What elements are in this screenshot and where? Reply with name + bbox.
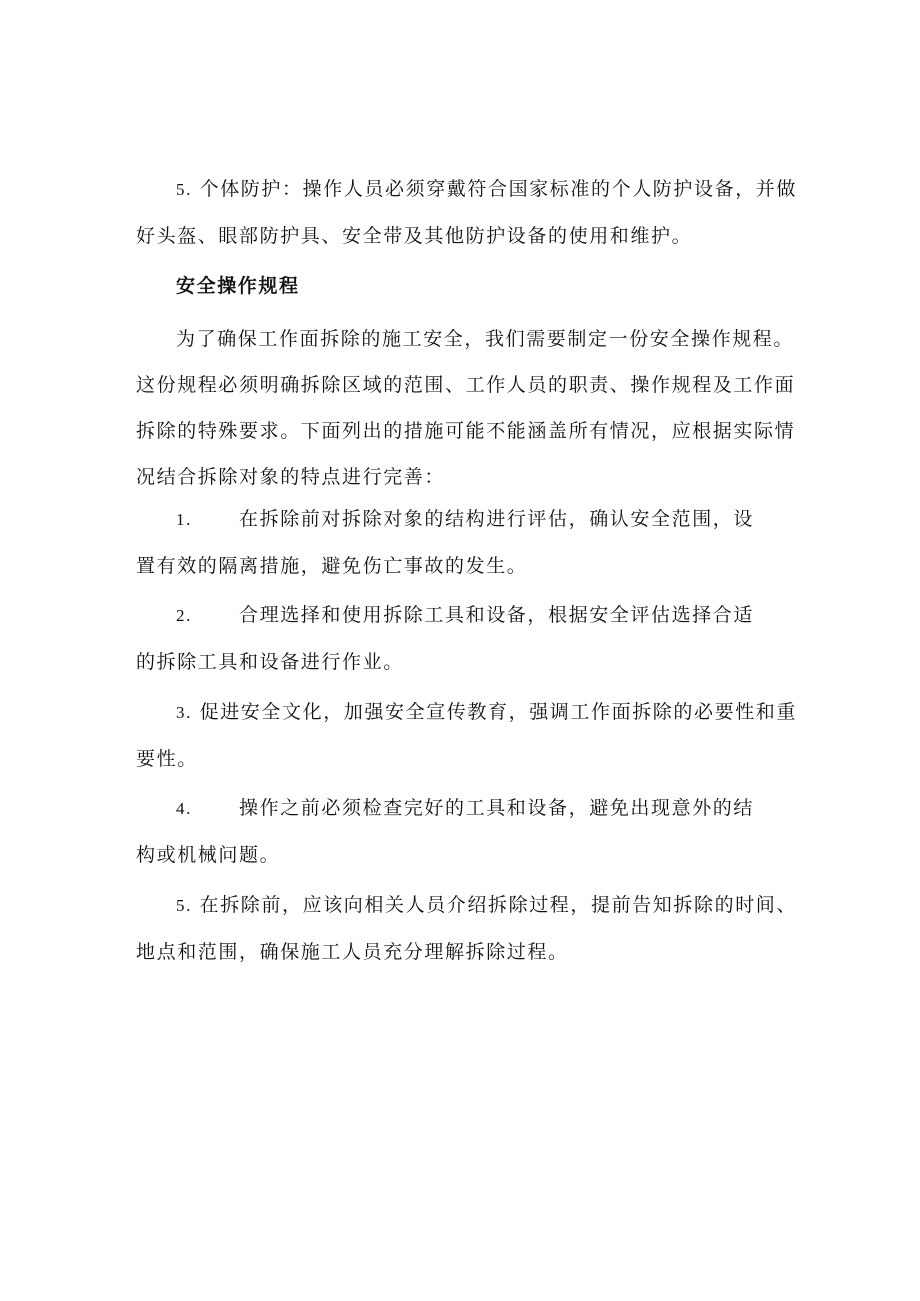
- list-item-4: [136, 785, 788, 878]
- intro-paragraph: [136, 316, 796, 500]
- item-4-line-2: 构或机械问题。: [136, 844, 281, 866]
- item-2-text-1: 合理选择和使用拆除工具和设备，根据安全评估选择合适: [239, 604, 755, 626]
- prev-item-text-1: 个体防护：操作人员必须穿戴符合国家标准的个人防护设备，并做: [199, 178, 797, 200]
- item-5-line-2: 地点和范围，确保施工人员充分理解拆除过程。: [136, 941, 569, 963]
- item-2-line-1: [136, 592, 788, 639]
- item-3-text-1: 促进安全文化，加强安全宣传教育，强调工作面拆除的必要性和重: [199, 701, 797, 723]
- item-2-number: 2.: [176, 606, 192, 625]
- item-5-number: 5.: [176, 896, 192, 915]
- item-4-line-1: [136, 785, 788, 832]
- item-1-text-1: 在拆除前对拆除对象的结构进行评估，确认安全范围，设: [239, 508, 755, 530]
- item-3-line-2: 要性。: [136, 748, 198, 770]
- list-item-5: [136, 882, 797, 975]
- prev-list-item-5: [136, 166, 797, 259]
- list-item-2: [136, 592, 788, 685]
- intro-line-3: 拆除的特殊要求。下面列出的措施可能不能涵盖所有情况，应根据实际情: [136, 420, 796, 442]
- intro-line-1: 为了确保工作面拆除的施工安全，我们需要制定一份安全操作规程。: [176, 328, 795, 350]
- list-item-3: [136, 689, 797, 782]
- prev-item-line-2: 好头盔、眼部防护具、安全带及其他防护设备的使用和维护。: [136, 225, 693, 247]
- item-1-line-1: [136, 496, 788, 543]
- intro-line-4: 况结合拆除对象的特点进行完善：: [136, 466, 446, 488]
- item-5-line-1: [136, 882, 797, 929]
- item-4-number: 4.: [176, 799, 192, 818]
- list-item-1: [136, 496, 788, 589]
- item-2-line-2: 的拆除工具和设备进行作业。: [136, 651, 404, 673]
- prev-item-line-1: [136, 166, 797, 213]
- item-4-text-1: 操作之前必须检查完好的工具和设备，避免出现意外的结: [239, 797, 755, 819]
- item-1-line-2: 置有效的隔离措施，避免伤亡事故的发生。: [136, 555, 528, 577]
- prev-item-number: 5.: [176, 180, 192, 199]
- item-1-number: 1.: [176, 510, 192, 529]
- intro-line-2: 这份规程必须明确拆除区域的范围、工作人员的职责、操作规程及工作面: [136, 374, 796, 396]
- item-3-line-1: [136, 689, 797, 736]
- section-heading: 安全操作规程: [176, 275, 300, 297]
- item-5-text-1: 在拆除前，应该向相关人员介绍拆除过程，提前告知拆除的时间、: [199, 894, 797, 916]
- item-3-number: 3.: [176, 703, 192, 722]
